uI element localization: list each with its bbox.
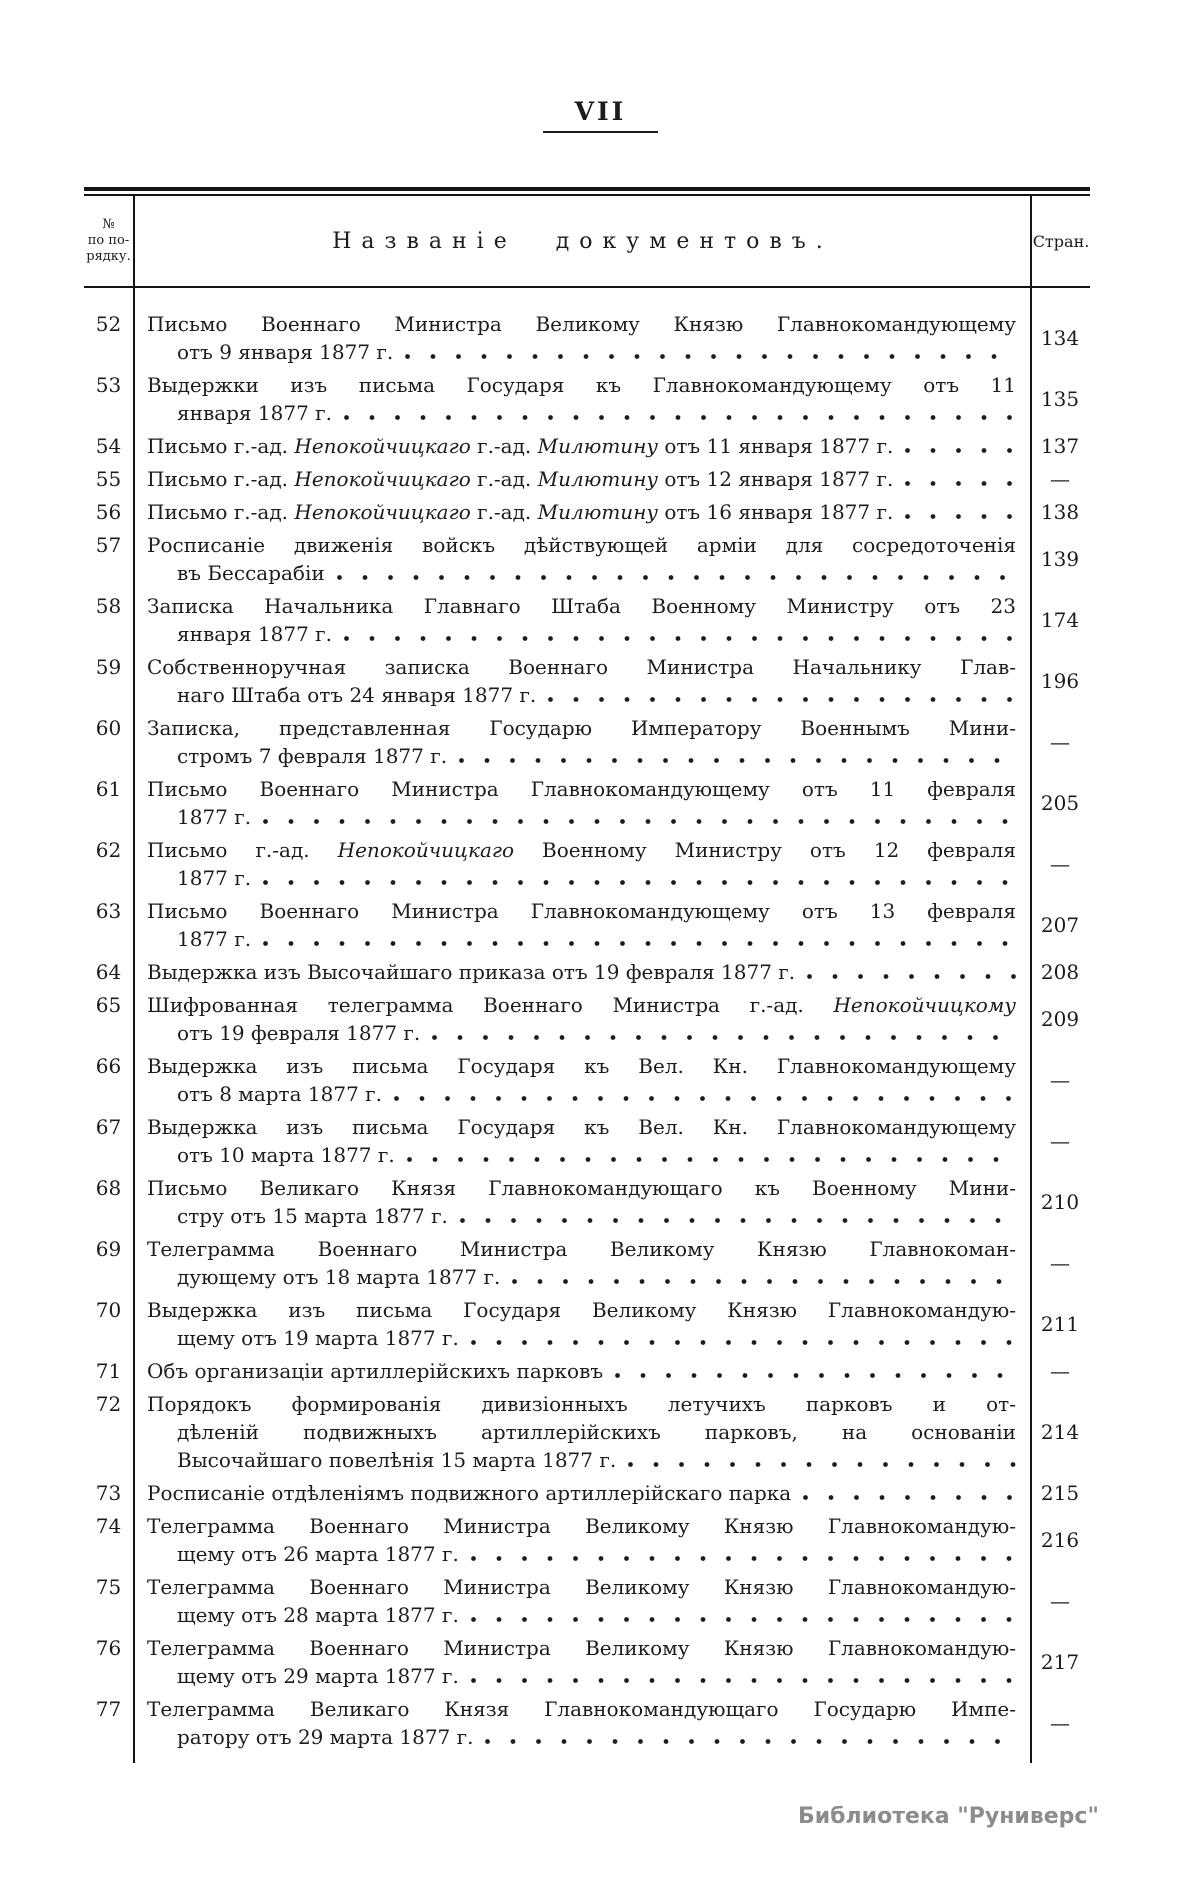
row-page: —: [1050, 1711, 1070, 1735]
row-number: 59: [95, 655, 122, 679]
row-number: 65: [95, 993, 122, 1017]
row-page: —: [1050, 730, 1070, 754]
row-title: [133, 714, 1030, 770]
title-line: Выдержка изъ письма Государя къ Вел. Кн. Главнокомандующему: [147, 1054, 1016, 1078]
row-title: [133, 836, 1030, 892]
row-number: 64: [95, 960, 122, 984]
row-number: 54: [95, 434, 122, 458]
row-number: 52: [95, 312, 122, 336]
row-page: —: [1050, 852, 1070, 876]
row-page: 214: [1040, 1420, 1080, 1444]
row-page: 211: [1040, 1312, 1080, 1336]
title-line: 1877 г.: [177, 864, 1016, 892]
dot-leader: [791, 1479, 1016, 1507]
title-line: Письмо Военнаго Министра Главнокомандующему отъ 11 февраля: [147, 777, 1016, 801]
row-number: 60: [95, 716, 122, 740]
row-number: 75: [95, 1575, 122, 1599]
dot-leader: [332, 620, 1016, 648]
dot-leader: [251, 925, 1016, 953]
title-line: Записка, представленная Государю Императору Военнымъ Мини-: [147, 716, 1016, 740]
row-title: [133, 1052, 1030, 1108]
table-row: [84, 531, 1090, 587]
row-page: 216: [1040, 1528, 1080, 1552]
table-row: [84, 1695, 1090, 1751]
title-line: щему отъ 19 марта 1877 г.: [177, 1324, 1016, 1352]
dot-leader: [447, 742, 1016, 770]
folio-underline: [543, 131, 658, 133]
header-title-column: Названіе документовъ.: [135, 196, 1032, 286]
column-divider-right: [1030, 288, 1032, 1763]
title-line: Росписаніе движенія войскъ дѣйствующей арміи для сосредоточенія: [147, 533, 1016, 557]
row-number: 56: [95, 500, 122, 524]
title-line: Собственноручная записка Военнаго Министра Начальнику Глав-: [147, 655, 1016, 679]
row-title: [133, 1479, 1030, 1507]
row-page: 174: [1040, 608, 1080, 632]
table-row: [84, 897, 1090, 953]
table-row: [84, 1113, 1090, 1169]
title-line: 1877 г.: [177, 803, 1016, 831]
row-title: [133, 1235, 1030, 1291]
title-line: Выдержка изъ Высочайшаго приказа отъ 19 февраля 1877 г.: [147, 958, 1016, 986]
dot-leader: [500, 1263, 1016, 1291]
table-row: [84, 1296, 1090, 1352]
row-title: [133, 1174, 1030, 1230]
header-page-column: Стран.: [1032, 231, 1090, 251]
row-page: 205: [1040, 791, 1080, 815]
row-page: —: [1050, 1251, 1070, 1275]
row-title: [133, 310, 1030, 366]
row-page: 138: [1040, 500, 1080, 524]
row-title: [133, 432, 1030, 460]
row-number: 63: [95, 899, 122, 923]
header-number-column: [84, 196, 135, 286]
title-line: Телеграмма Военнаго Министра Великому Князю Главнокомандую-: [147, 1514, 1016, 1538]
dot-leader: [459, 1601, 1016, 1629]
title-line: отъ 9 января 1877 г.: [177, 338, 1016, 366]
dot-leader: [325, 559, 1016, 587]
row-title: [133, 1357, 1030, 1385]
dot-leader: [893, 465, 1016, 493]
title-line: Выдержки изъ письма Государя къ Главнокомандующему отъ 11: [147, 373, 1016, 397]
row-title: [133, 1512, 1030, 1568]
title-line: Порядокъ формированія дивизіонныхъ летучихъ парковъ и от-: [147, 1392, 1016, 1416]
title-line: щему отъ 28 марта 1877 г.: [177, 1601, 1016, 1629]
row-number: 66: [95, 1054, 122, 1078]
title-line: Письмо Военнаго Министра Великому Князю Главнокомандующему: [147, 312, 1016, 336]
library-watermark: Библиотека "Руниверс": [798, 1804, 1099, 1829]
dot-leader: [459, 1324, 1016, 1352]
column-divider-left: [133, 288, 135, 1763]
title-line: января 1877 г.: [177, 399, 1016, 427]
title-line: января 1877 г.: [177, 620, 1016, 648]
title-line: Телеграмма Военнаго Министра Великому Князю Главнокомандую-: [147, 1636, 1016, 1660]
title-line: Объ организаціи артиллерійскихъ парковъ: [147, 1357, 1016, 1385]
table-row: [84, 958, 1090, 986]
row-page: —: [1050, 1589, 1070, 1613]
header-number-line: №: [102, 217, 115, 232]
row-page: 196: [1040, 669, 1080, 693]
header-number-line: рядку.: [86, 249, 131, 264]
title-line: дующему отъ 18 марта 1877 г.: [177, 1263, 1016, 1291]
dot-leader: [251, 864, 1016, 892]
row-title: [133, 1113, 1030, 1169]
dot-leader: [448, 1202, 1016, 1230]
title-line: Выдержка изъ письма Государя Великому Князю Главнокомандую-: [147, 1298, 1016, 1322]
title-line: 1877 г.: [177, 925, 1016, 953]
row-page: —: [1050, 1068, 1070, 1092]
row-title: [133, 1296, 1030, 1352]
title-line: Письмо Великаго Князя Главнокомандующаго къ Военному Мини-: [147, 1176, 1016, 1200]
row-number: 53: [95, 373, 122, 397]
title-line: стру отъ 15 марта 1877 г.: [177, 1202, 1016, 1230]
row-number: 74: [95, 1514, 122, 1538]
row-title: [133, 653, 1030, 709]
row-number: 62: [95, 838, 122, 862]
row-title: [133, 991, 1030, 1047]
dot-leader: [420, 1019, 1016, 1047]
table-row: [84, 1390, 1090, 1474]
title-line: Письмо Военнаго Министра Главнокомандующему отъ 13 февраля: [147, 899, 1016, 923]
row-page: 209: [1040, 1007, 1080, 1031]
table-top-rule-thick: [84, 187, 1090, 191]
row-title: [133, 531, 1030, 587]
title-line: Шифрованная телеграмма Военнаго Министра г.-ад. Непокойчицкому: [147, 993, 1016, 1017]
table-row: [84, 1634, 1090, 1690]
row-title: [133, 592, 1030, 648]
row-number: 71: [95, 1359, 122, 1383]
dot-leader: [332, 399, 1016, 427]
table-row: [84, 432, 1090, 460]
table-row: [84, 1235, 1090, 1291]
row-page: —: [1050, 1129, 1070, 1153]
title-line: Письмо г.-ад. Непокойчицкаго г.-ад. Милютину отъ 11 января 1877 г.: [147, 432, 1016, 460]
row-number: 61: [95, 777, 122, 801]
dot-leader: [382, 1080, 1016, 1108]
table-row: [84, 498, 1090, 526]
row-page: —: [1050, 467, 1070, 491]
dot-leader: [459, 1662, 1016, 1690]
page-folio: [543, 98, 658, 133]
dot-leader: [536, 681, 1016, 709]
table-row: [84, 991, 1090, 1047]
row-number: 58: [95, 594, 122, 618]
dot-leader: [459, 1540, 1016, 1568]
title-line: Письмо г.-ад. Непокойчицкаго Военному Министру отъ 12 февраля: [147, 838, 1016, 862]
row-title: [133, 1695, 1030, 1751]
dot-leader: [616, 1446, 1016, 1474]
row-title: [133, 1573, 1030, 1629]
title-line: Записка Начальника Главнаго Штаба Военному Министру отъ 23: [147, 594, 1016, 618]
table-row: [84, 775, 1090, 831]
row-number: 55: [95, 467, 122, 491]
title-line: Росписаніе отдѣленіямъ подвижного артиллерійскаго парка: [147, 1479, 1016, 1507]
row-number: 70: [95, 1298, 122, 1322]
title-line: отъ 19 февраля 1877 г.: [177, 1019, 1016, 1047]
row-number: 77: [95, 1697, 122, 1721]
dot-leader: [395, 1141, 1016, 1169]
title-line: въ Бессарабіи: [177, 559, 1016, 587]
header-number-line: по по-: [87, 233, 130, 248]
title-line: отъ 8 марта 1877 г.: [177, 1080, 1016, 1108]
dot-leader: [795, 958, 1016, 986]
row-title: [133, 897, 1030, 953]
table-row: [84, 1174, 1090, 1230]
table-header-row: [84, 196, 1090, 286]
row-title: [133, 465, 1030, 493]
row-page: —: [1050, 1359, 1070, 1383]
row-page: 207: [1040, 913, 1080, 937]
dot-leader: [251, 803, 1016, 831]
contents-table: [84, 187, 1090, 1763]
title-line: Телеграмма Великаго Князя Главнокомандующаго Государю Импе-: [147, 1697, 1016, 1721]
row-title: [133, 371, 1030, 427]
title-line: Высочайшаго повелѣнія 15 марта 1877 г.: [177, 1446, 1016, 1474]
row-number: 69: [95, 1237, 122, 1261]
dot-leader: [473, 1723, 1016, 1751]
title-line: дѣленій подвижныхъ артиллерійскихъ парковъ, на основаніи: [177, 1420, 1016, 1444]
title-line: Телеграмма Военнаго Министра Великому Князю Главнокомандую-: [147, 1575, 1016, 1599]
row-number: 67: [95, 1115, 122, 1139]
row-title: [133, 958, 1030, 986]
title-line: ратору отъ 29 марта 1877 г.: [177, 1723, 1016, 1751]
row-number: 72: [95, 1392, 122, 1416]
title-line: щему отъ 26 марта 1877 г.: [177, 1540, 1016, 1568]
row-page: 134: [1040, 326, 1080, 350]
row-page: 210: [1040, 1190, 1080, 1214]
title-line: Телеграмма Военнаго Министра Великому Князю Главнокоман-: [147, 1237, 1016, 1261]
folio-number: VII: [574, 97, 627, 126]
title-line: Письмо г.-ад. Непокойчицкаго г.-ад. Милютину отъ 16 января 1877 г.: [147, 498, 1016, 526]
table-row: [84, 465, 1090, 493]
title-line: стромъ 7 февраля 1877 г.: [177, 742, 1016, 770]
row-page: 135: [1040, 387, 1080, 411]
table-row: [84, 592, 1090, 648]
table-row: [84, 371, 1090, 427]
row-page: 217: [1040, 1650, 1080, 1674]
dot-leader: [893, 498, 1016, 526]
title-line: наго Штаба отъ 24 января 1877 г.: [177, 681, 1016, 709]
row-title: [133, 498, 1030, 526]
row-page: 208: [1040, 960, 1080, 984]
title-line: отъ 10 марта 1877 г.: [177, 1141, 1016, 1169]
title-line: щему отъ 29 марта 1877 г.: [177, 1662, 1016, 1690]
row-number: 68: [95, 1176, 122, 1200]
row-number: 73: [95, 1481, 122, 1505]
row-page: 137: [1040, 434, 1080, 458]
row-page: 139: [1040, 547, 1080, 571]
table-row: [84, 310, 1090, 366]
row-title: [133, 1390, 1030, 1474]
table-row: [84, 1512, 1090, 1568]
row-number: 76: [95, 1636, 122, 1660]
row-title: [133, 775, 1030, 831]
table-row: [84, 653, 1090, 709]
row-number: 57: [95, 533, 122, 557]
title-line: Письмо г.-ад. Непокойчицкаго г.-ад. Милютину отъ 12 января 1877 г.: [147, 465, 1016, 493]
dot-leader: [893, 432, 1016, 460]
title-line: Выдержка изъ письма Государя къ Вел. Кн. Главнокомандующему: [147, 1115, 1016, 1139]
table-row: [84, 1052, 1090, 1108]
row-title: [133, 1634, 1030, 1690]
dot-leader: [393, 338, 1016, 366]
table-row: [84, 836, 1090, 892]
table-body: [84, 288, 1090, 1763]
dot-leader: [603, 1357, 1016, 1385]
table-row: [84, 714, 1090, 770]
table-row: [84, 1357, 1090, 1385]
table-row: [84, 1479, 1090, 1507]
table-row: [84, 1573, 1090, 1629]
row-page: 215: [1040, 1481, 1080, 1505]
